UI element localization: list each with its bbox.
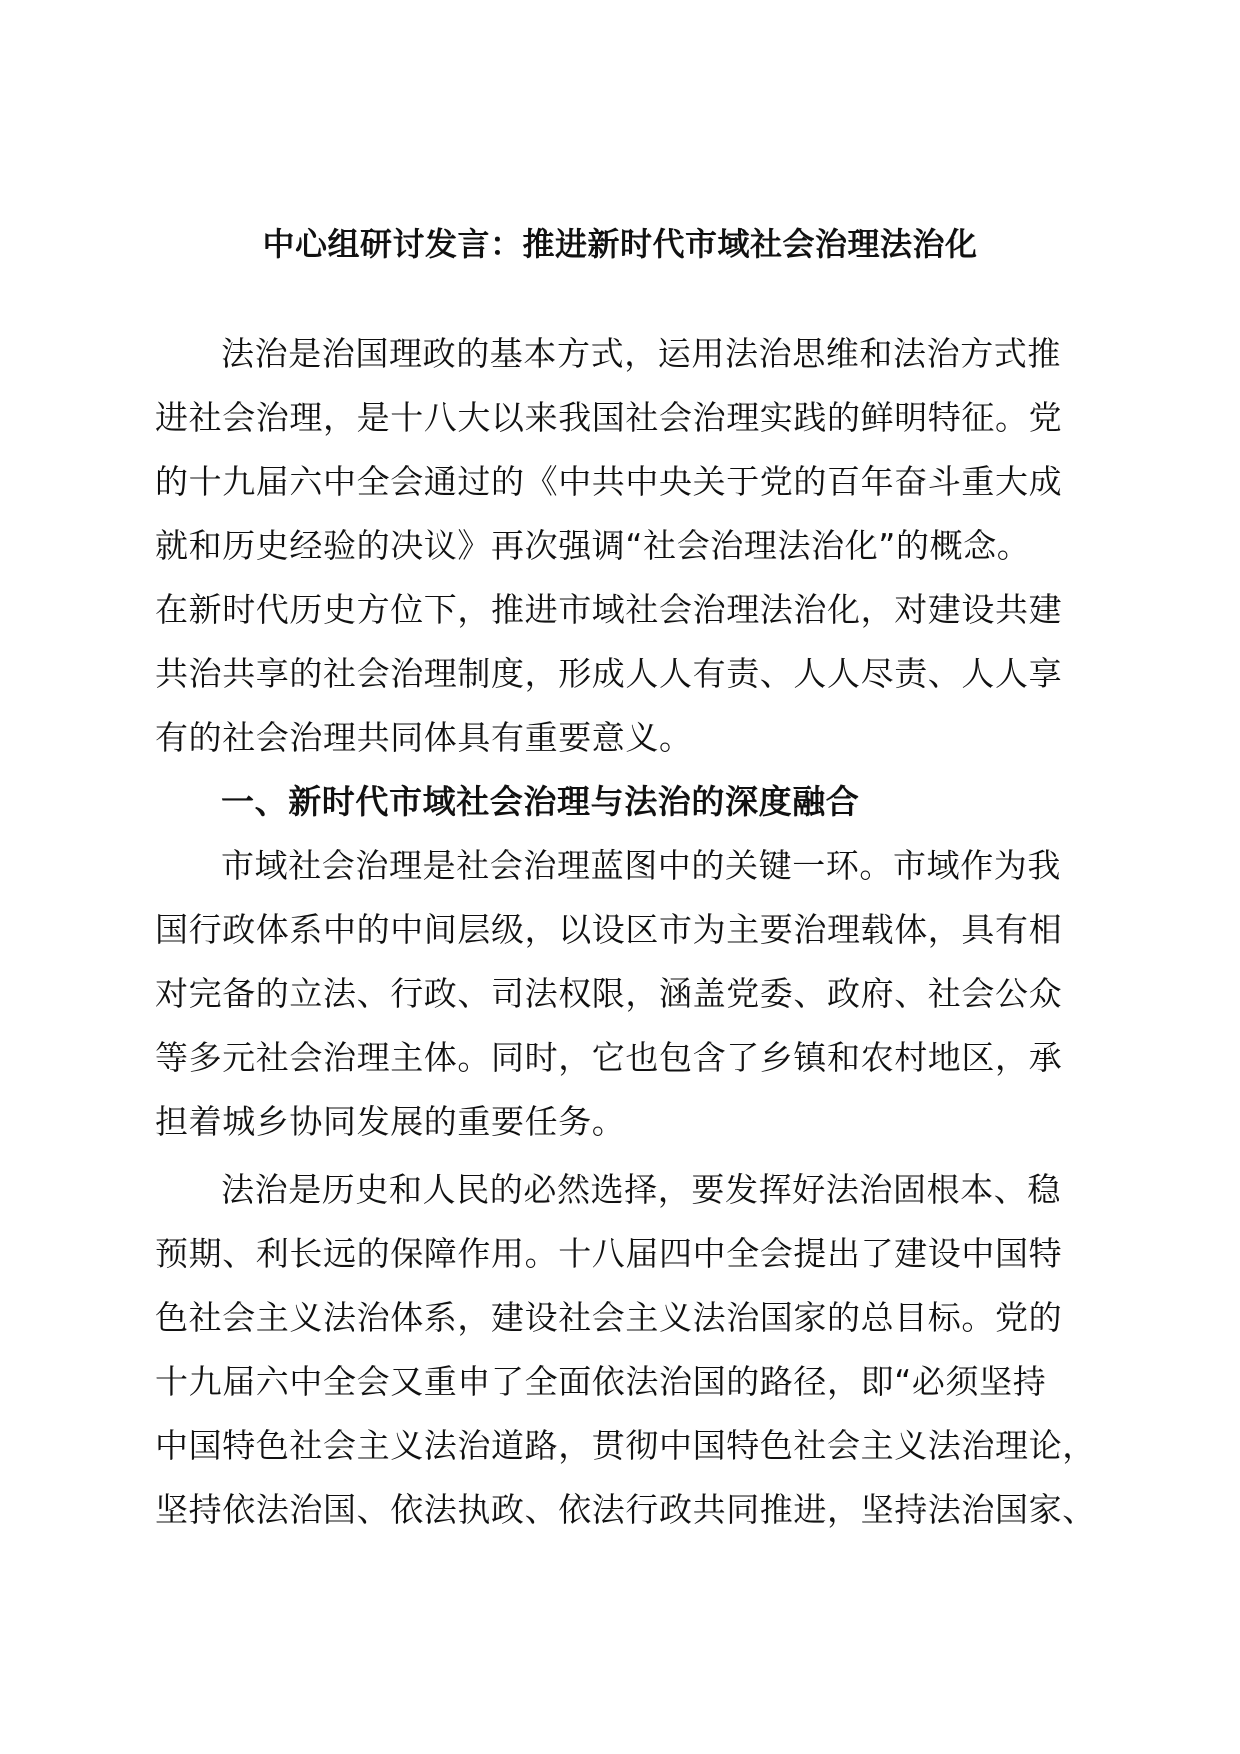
document-body	[155, 322, 1096, 1542]
paragraph-intro	[155, 322, 1085, 770]
paragraph-line: 的十九届六中全会通过的《中共中央关于党的百年奋斗重大成	[155, 462, 1063, 501]
paragraph-line: 在新时代历史方位下，推进市域社会治理法治化，对建设共建	[155, 590, 1063, 629]
paragraph-municipal-governance	[155, 834, 1085, 1154]
paragraph-line: 进社会治理，是十八大以来我国社会治理实践的鲜明特征。党	[155, 398, 1063, 437]
paragraph-line: 中国特色社会主义法治道路，贯彻中国特色社会主义法治理论，	[155, 1426, 1096, 1465]
paragraph-line: 法治是历史和人民的必然选择，要发挥好法治固根本、稳	[221, 1170, 1061, 1209]
document-title: 中心组研讨发言：推进新时代市域社会治理法治化	[262, 225, 978, 263]
paragraph-line: 十九届六中全会又重申了全面依法治国的路径，即“必须坚持	[155, 1362, 1047, 1401]
paragraph-line: 有的社会治理共同体具有重要意义。	[155, 718, 693, 757]
paragraph-line: 等多元社会治理主体。同时，它也包含了乡镇和农村地区，承	[155, 1038, 1063, 1077]
paragraph-line: 担着城乡协同发展的重要任务。	[155, 1102, 626, 1141]
paragraph-line: 坚持依法治国、依法执政、依法行政共同推进，坚持法治国家、	[155, 1490, 1096, 1529]
paragraph-line: 就和历史经验的决议》再次强调“社会治理法治化”的概念。	[155, 526, 1031, 565]
paragraph-line: 共治共享的社会治理制度，形成人人有责、人人尽责、人人享	[155, 654, 1063, 693]
section-heading: 一、新时代市域社会治理与法治的深度融合	[221, 782, 860, 821]
paragraph-line: 市域社会治理是社会治理蓝图中的关键一环。市域作为我	[221, 846, 1061, 885]
paragraph-line: 色社会主义法治体系，建设社会主义法治国家的总目标。党的	[155, 1298, 1063, 1337]
paragraph-line: 国行政体系中的中间层级，以设区市为主要治理载体，具有相	[155, 910, 1063, 949]
paragraph-rule-of-law	[155, 1158, 1096, 1542]
paragraph-line: 对完备的立法、行政、司法权限，涵盖党委、政府、社会公众	[155, 974, 1063, 1013]
paragraph-line: 法治是治国理政的基本方式，运用法治思维和法治方式推	[221, 334, 1061, 373]
paragraph-line: 预期、利长远的保障作用。十八届四中全会提出了建设中国特	[155, 1234, 1063, 1273]
